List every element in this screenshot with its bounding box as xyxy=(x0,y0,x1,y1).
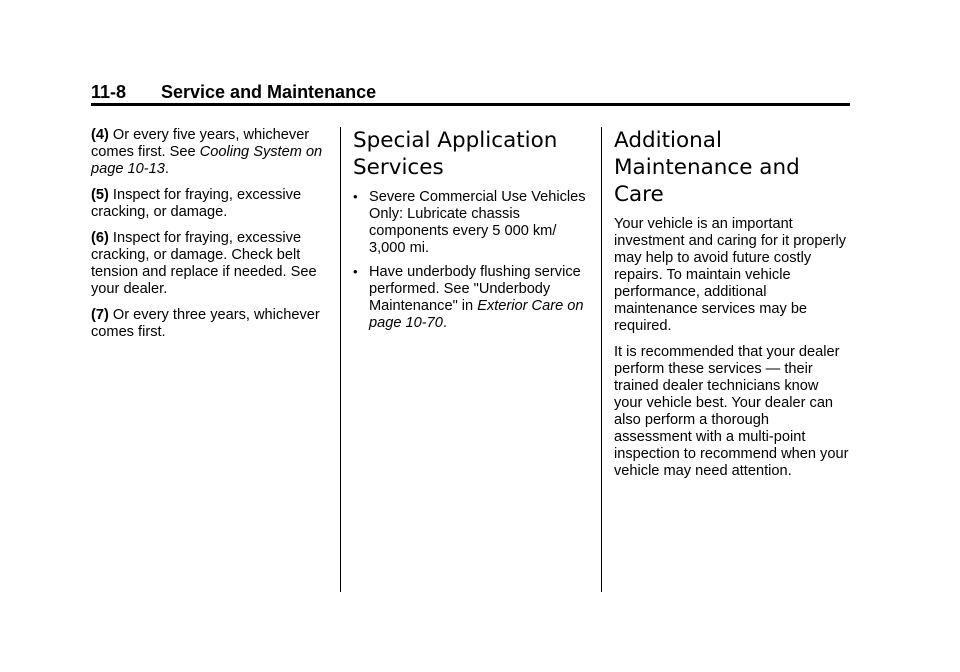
column-divider xyxy=(601,127,602,592)
bullet-text: Severe Commercial Use Vehicles Only: Lubricate chassis components every 5 000 km/ 3,000 mi. xyxy=(369,189,586,256)
footnotes-column xyxy=(91,127,331,350)
footnote-7 xyxy=(91,307,331,341)
body-paragraph: It is recommended that your dealer perform these services — their trained dealer technicians know your vehicle best. Your dealer can also perform a thorough assessment with a multi-point inspection to recommend when your vehicle may need attention. xyxy=(614,344,849,479)
cross-reference: Exterior Care on page 10-70 xyxy=(369,298,584,331)
list-item xyxy=(353,189,589,257)
section-heading: Special Application Services xyxy=(353,128,558,180)
bullet-icon: • xyxy=(353,189,358,204)
footnote-label: (4) xyxy=(91,127,109,143)
footnote-5 xyxy=(91,187,331,221)
bullet-list xyxy=(353,189,589,332)
footnote-text: Or every three years, whichever comes first. xyxy=(91,307,320,340)
footnote-label: (7) xyxy=(91,307,109,323)
special-services-column xyxy=(353,127,589,339)
bullet-icon: • xyxy=(353,264,358,279)
footnote-text: Or every five years, whichever comes first. See xyxy=(91,127,310,160)
footnote-text: Inspect for fraying, excessive cracking, or damage. Check belt tension and replace if needed. See your dealer. xyxy=(91,230,317,297)
bullet-text: Have underbody flushing service performed. See "Underbody Maintenance" in xyxy=(369,264,581,314)
footnote-label: (5) xyxy=(91,187,109,203)
bullet-tail: . xyxy=(442,315,447,331)
section-heading: Additional Maintenance and Care xyxy=(614,128,800,207)
additional-care-column xyxy=(614,127,850,489)
column-divider xyxy=(340,127,341,592)
section-title: Service and Maintenance xyxy=(161,82,377,102)
list-item xyxy=(353,264,589,332)
body-paragraph: Your vehicle is an important investment and caring for it properly may help to avoid future costly repairs. To maintain vehicle performance, additional maintenance services may be required. xyxy=(614,216,846,334)
footnote-text: Inspect for fraying, excessive cracking, or damage. xyxy=(91,187,302,220)
page-number: 11-8 xyxy=(91,82,127,102)
footnote-4 xyxy=(91,127,331,178)
header-rule xyxy=(91,103,850,106)
footnote-label: (6) xyxy=(91,230,109,246)
footnote-6 xyxy=(91,230,331,298)
cross-reference: Cooling System on page 10-13 xyxy=(91,144,323,177)
footnote-tail: . xyxy=(164,161,169,177)
